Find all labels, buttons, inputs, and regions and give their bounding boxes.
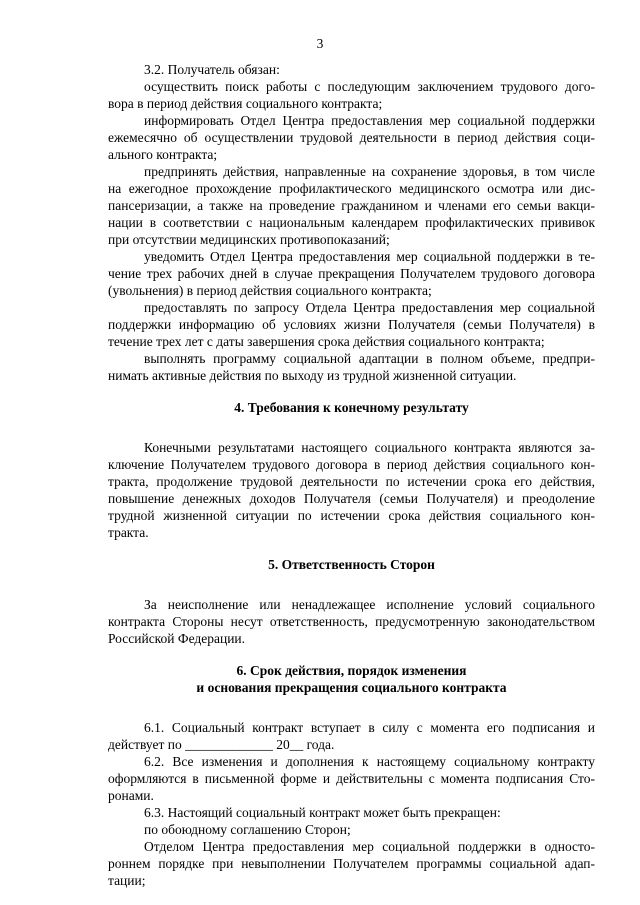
clause-3-2-line: при отсутствии медицинских противопоказаний;: [108, 232, 390, 247]
clause-3-2-line: течение трех лет с даты завершения срока действия социального контракта;: [108, 334, 545, 349]
clause-3-2-line: нации в соответствии с национальным календарем профилактических прививок: [108, 215, 595, 230]
clause-3-2-line: ежемесячно об осуществлении трудовой деятельности в период действия соци-: [108, 130, 595, 145]
clause-3-2-line: (увольнения) в период действия социального контракта;: [108, 283, 432, 298]
section-6-line: ронами.: [108, 788, 154, 803]
section-4-line: Конечными результатами настоящего социального контракта являются за-: [144, 440, 595, 455]
section-6-line: оформляются в письменной форме и действительны с момента подписания Сто-: [108, 771, 595, 786]
clause-3-2-line: выполнять программу социальной адаптации в полном объеме, предпри-: [144, 351, 595, 366]
section-6-line: Отделом Центра предоставления мер социальной поддержки в односто-: [144, 839, 595, 854]
section-4-line: тракта, продолжение трудовой деятельности по истечении срока его действия,: [108, 474, 595, 489]
section-4-line: ключение Получателем трудового договора в период действия социального кон-: [108, 457, 595, 472]
clause-3-2-line: 3.2. Получатель обязан:: [144, 62, 280, 77]
section-6-line: роннем порядке при невыполнении Получателем программы социальной адап-: [108, 856, 595, 871]
clause-3-2-line: осуществить поиск работы с последующим заключением трудового дого-: [144, 79, 595, 94]
section-4-heading: 4. Требования к конечному результату: [234, 400, 469, 415]
section-6-heading-line2: и основания прекращения социального контракта: [196, 680, 507, 695]
section-6-line: 6.1. Социальный контракт вступает в силу с момента его подписания и: [144, 720, 595, 735]
section-6-heading: 6. Срок действия, порядок изменения: [236, 663, 467, 678]
clause-3-2-line: ального контракта;: [108, 147, 218, 162]
page-number: 3: [316, 36, 324, 51]
clause-3-2-line: пансеризации, а также на проведение гражданином и членами его семьи вакци-: [108, 198, 595, 213]
clause-3-2-line: уведомить Отдел Центра предоставления мер социальной поддержки в те-: [144, 249, 595, 264]
section-6-line: тации;: [108, 873, 146, 888]
section-4-line: трудной жизненной ситуации по истечении срока действия социального кон-: [108, 508, 595, 523]
clause-3-2-line: вора в период действия социального контракта;: [108, 96, 383, 111]
clause-3-2-line: на ежегодное прохождение профилактического медицинского осмотра или дис-: [108, 181, 595, 196]
clause-3-2-line: нимать активные действия по выходу из трудной жизненной ситуации.: [108, 368, 517, 383]
section-5-heading: 5. Ответственность Сторон: [268, 557, 435, 572]
section-6-line: 6.2. Все изменения и дополнения к настоящему социальному контракту: [144, 754, 595, 769]
section-5-line: За неисполнение или ненадлежащее исполнение условий социального: [144, 597, 595, 612]
section-4-line: повышение денежных доходов Получателя (семьи Получателя) и преодоление: [108, 491, 595, 506]
section-6-line: по обоюдному соглашению Сторон;: [144, 822, 351, 837]
clause-3-2-line: предпринять действия, направленные на сохранение здоровья, в том числе: [144, 164, 595, 179]
section-5-line: Российской Федерации.: [108, 631, 246, 646]
clause-3-2-line: предоставлять по запросу Отдела Центра предоставления мер социальной: [144, 300, 595, 315]
clause-3-2-line: информировать Отдел Центра предоставления мер социальной поддержки: [144, 113, 595, 128]
clause-3-2-line: чение трех рабочих дней в случае прекращения Получателем трудового договора: [108, 266, 595, 281]
section-6-line: действует по _____________ 20__ года.: [108, 737, 335, 752]
section-6-line: 6.3. Настоящий социальный контракт может быть прекращен:: [144, 805, 501, 820]
section-5-line: контракта Стороны несут ответственность, предусмотренную законодательством: [108, 614, 595, 629]
section-4-line: тракта.: [108, 525, 149, 540]
clause-3-2-line: поддержки информацию об условиях жизни Получателя (семьи Получателя) в: [108, 317, 595, 332]
